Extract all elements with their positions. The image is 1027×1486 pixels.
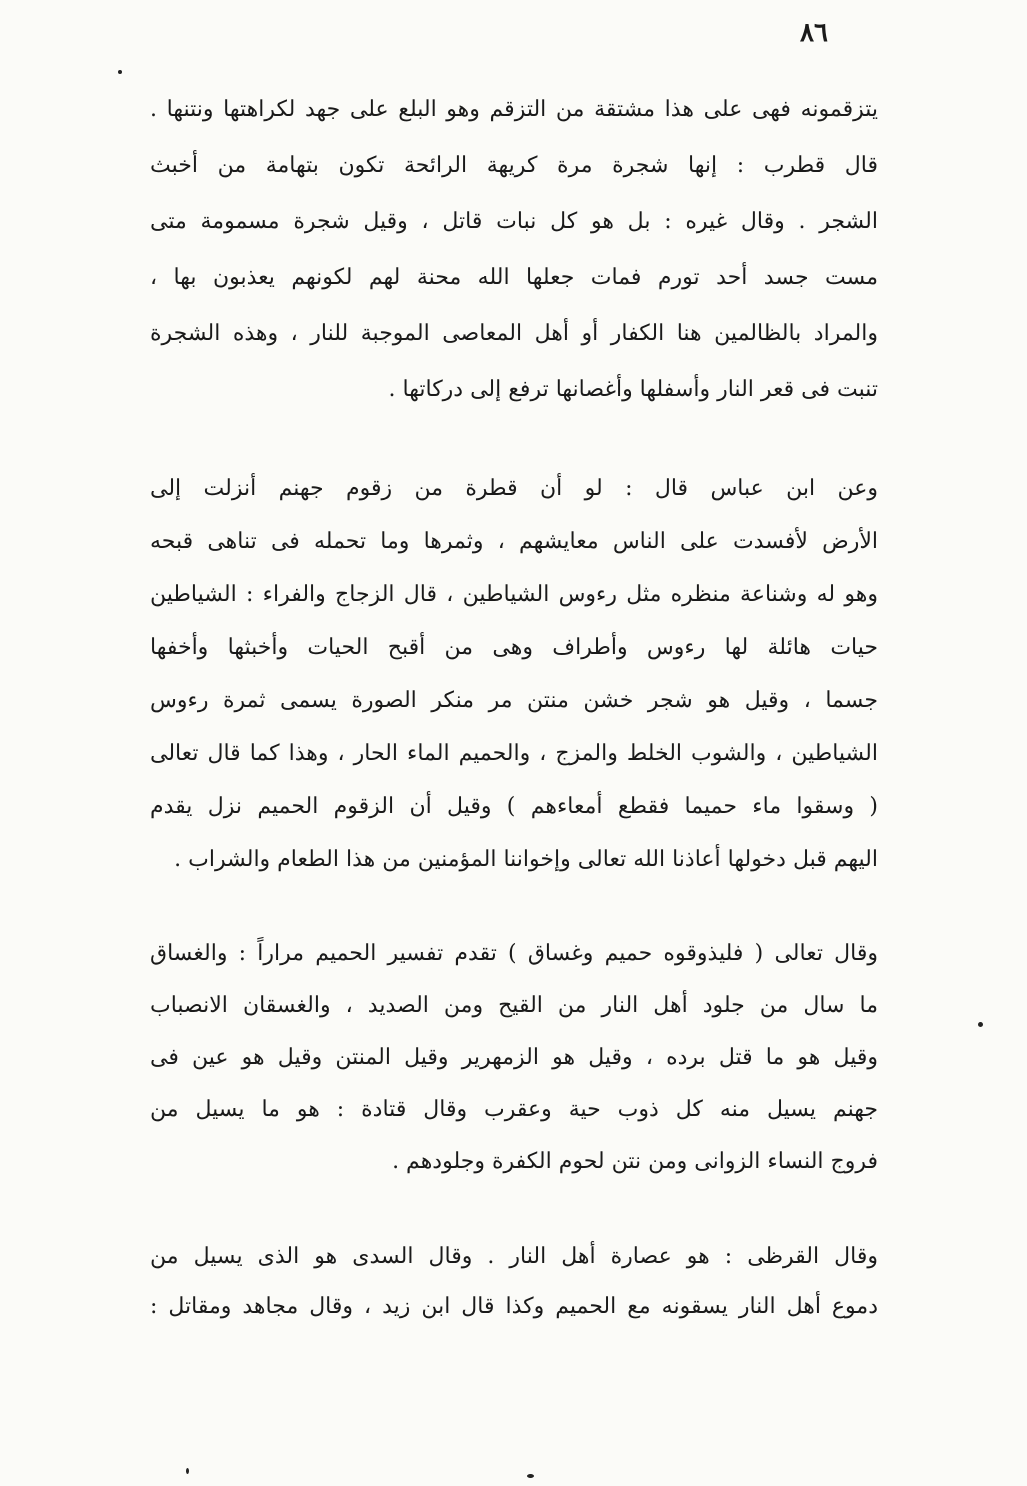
scan-speck (118, 70, 122, 74)
text-line: ما سال من جلود أهل النار من القيح ومن الصديد ، والغسقان الانصباب (150, 993, 878, 1018)
scan-speck (186, 1468, 189, 1474)
text-line: دموع أهل النار يسقونه مع الحميم وكذا قال ابن زيد ، وقال مجاهد ومقاتل : (150, 1294, 878, 1319)
text-line: جهنم يسيل منه كل ذوب حية وعقرب وقال قتادة : هو ما يسيل من (150, 1097, 878, 1122)
text-line: وقال القرظى : هو عصارة أهل النار . وقال السدى هو الذى يسيل من (150, 1244, 878, 1269)
page-number: ٨٦ (800, 18, 828, 48)
text-line: وقال تعالى ( فليذوقوه حميم وغساق ) تقدم تفسير الحميم مراراً : والغساق (150, 941, 878, 966)
text-line: وهو له وشناعة منظره مثل رءوس الشياطين ، قال الزجاج والفراء : الشياطين (150, 582, 878, 607)
text-line: قال قطرب : إنها شجرة مرة كريهة الرائحة تكون بتهامة من أخبث (150, 153, 878, 178)
text-line: الشجر . وقال غيره : بل هو كل نبات قاتل ، وقيل شجرة مسمومة متى (150, 209, 878, 234)
text-line: الشياطين ، والشوب الخلط والمزج ، والحميم الماء الحار ، وهذا كما قال تعالى (150, 741, 878, 766)
scan-speck (527, 1474, 534, 1478)
text-line: جسما ، وقيل هو شجر خشن منتن مر منكر الصورة يسمى ثمرة رءوس (150, 688, 878, 713)
text-line: اليهم قبل دخولها أعاذنا الله تعالى وإخواننا المؤمنين من هذا الطعام والشراب . (174, 847, 878, 872)
text-line: والمراد بالظالمين هنا الكفار أو أهل المعاصى الموجبة للنار ، وهذه الشجرة (150, 321, 878, 346)
text-line: تنبت فى قعر النار وأسفلها وأغصانها ترفع إلى دركاتها . (388, 377, 878, 402)
text-line: الأرض لأفسدت على الناس معايشهم ، وثمرها وما تحمله فى تناهى قبحه (150, 529, 878, 554)
paragraph-4 (150, 1232, 878, 1332)
paragraph-3 (150, 928, 878, 1188)
text-line: وقيل هو ما قتل برده ، وقيل هو الزمهرير وقيل المنتن وقيل هو عين فى (150, 1045, 878, 1070)
text-line: فروج النساء الزوانى ومن نتن لحوم الكفرة وجلودهم . (392, 1149, 878, 1174)
text-line: ( وسقوا ماء حميما فقطع أمعاءهم ) وقيل أن الزقوم الحميم نزل يقدم (150, 794, 878, 819)
scan-speck (978, 1022, 983, 1027)
text-line: مست جسد أحد تورم فمات جعلها الله محنة لهم لكونهم يعذبون بها ، (150, 265, 878, 290)
text-line: وعن ابن عباس قال : لو أن قطرة من زقوم جهنم أنزلت إلى (150, 476, 878, 501)
text-line: حيات هائلة لها رءوس وأطراف وهى من أقبح الحيات وأخبثها وأخفها (150, 635, 878, 660)
text-line: يتزقمونه فهى على هذا مشتقة من التزقم وهو البلع على جهد لكراهتها ونتنها . (150, 97, 878, 122)
paragraph-1 (150, 82, 878, 418)
paragraph-2 (150, 462, 878, 886)
